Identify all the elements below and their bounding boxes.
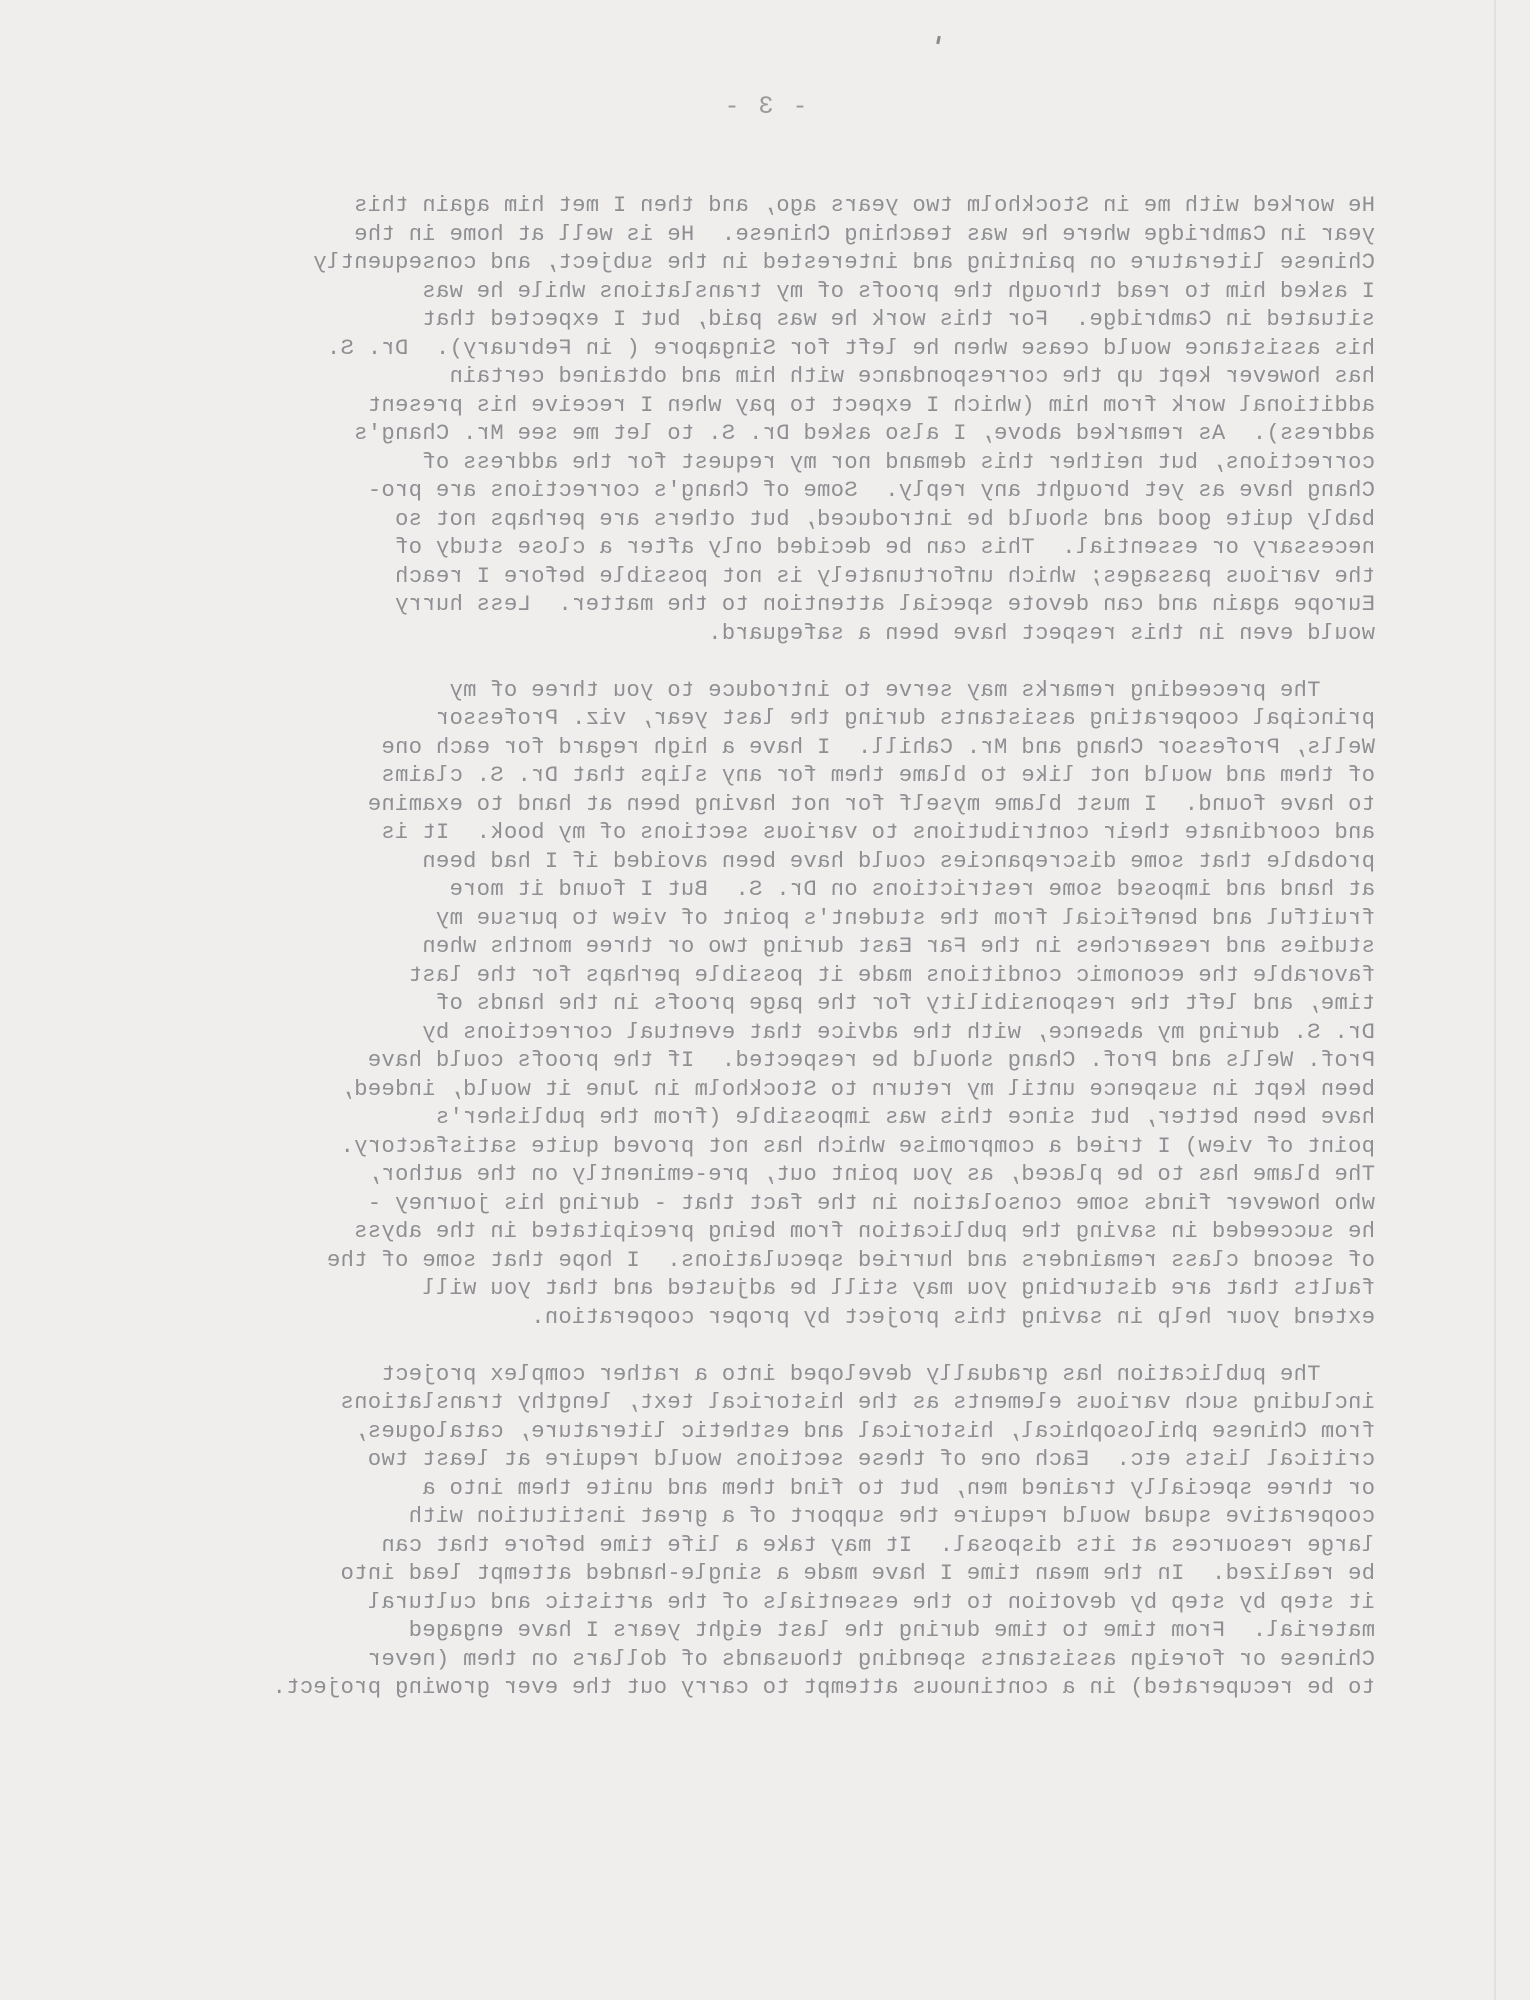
- text-line: including such various elements as the historical text, lengthy translations: [340, 1390, 1375, 1415]
- text-line: Prof. Wells and Prof. Chang should be respected. If the proofs could have: [367, 1048, 1375, 1073]
- text-line: extend your help in saving this project by proper cooperation.: [530, 1304, 1375, 1330]
- text-line: cooperative squad would require the support of a great institution with: [408, 1504, 1375, 1529]
- text-line: been kept in suspence until my return to Stockholm in June it would, indeed,: [340, 1076, 1375, 1102]
- text-line: The publication has gradually developed into a rather complex project: [381, 1361, 1375, 1387]
- text-line: The preceeding remarks may serve to introduce to you three of my: [449, 677, 1375, 703]
- text-line: the various passages; which unfortunately is not possible before I reach: [394, 563, 1375, 589]
- paragraph-1: [75, 192, 1375, 648]
- text-line: additional work from him (which I expect to pay when I receive his present: [367, 392, 1375, 418]
- text-line: has however kept up the correspondance with him and obtained certain: [449, 364, 1375, 389]
- text-line: time, and left the responsibility for the page proofs in the hands of: [435, 991, 1375, 1016]
- text-line: who however finds some consolation in the fact that - during his journey -: [367, 1190, 1375, 1216]
- text-line: critical lists etc. Each one of these sections would require at least two: [367, 1447, 1375, 1472]
- text-line: necessary or essential. This can be decided only after a close study of: [394, 535, 1375, 560]
- text-line: address). As remarked above, I also asked Dr. S. to let me see Mr. Chang's: [353, 421, 1375, 446]
- text-line: The blame has to be placed, as you point out, pre-eminently on the author,: [367, 1162, 1375, 1187]
- text-line: or three specially trained men, but to find them and unite them into a: [421, 1475, 1375, 1501]
- text-line: it step by step by devotion to the essentials of the artistic and cultural: [367, 1589, 1375, 1615]
- text-line: Chinese or foreign assistants spending thousands of dollars on them (never: [367, 1646, 1375, 1672]
- text-line: probable that some discrepancies could have been avoided if I had been: [421, 848, 1375, 874]
- text-line: he succeeded in saving the publication from being precipitated in the abyss: [353, 1219, 1375, 1244]
- text-line: Wells, Professor Chang and Mr. Cahill. I have a high regard for each one: [381, 734, 1375, 760]
- text-line: fruitful and beneficial from the student's point of view to pursue my: [435, 905, 1375, 931]
- text-line: favorable the economic conditions made it possible perhaps for the last: [408, 962, 1375, 988]
- text-line: situated in Cambridge. For this work he was paid, but I expected that: [421, 307, 1375, 332]
- paragraph-2: [75, 677, 1375, 1333]
- text-line: would even in this respect have been a safeguard.: [707, 620, 1375, 646]
- text-line: bably quite good and should be introduced, but others are perhaps not so: [394, 506, 1375, 532]
- text-line: his assistance would cease when he left for Singapore ( in February). Dr. S.: [326, 335, 1375, 361]
- text-line: corrections, but neither this demand nor my request for the address of: [421, 449, 1375, 475]
- text-line: point of view) I tried a compromise which has not proved quite satisfactory.: [340, 1133, 1375, 1159]
- text-line: studies and researches in the Far East during two or three months when: [421, 934, 1375, 959]
- text-line: Europe again and can devote special attention to the matter. Less hurry: [394, 592, 1375, 617]
- text-line: principal cooperating assistants during the last year, viz. Professor: [435, 706, 1375, 731]
- text-line: at hand and imposed some restrictions on Dr. S. But I found it more: [449, 877, 1375, 902]
- text-line: Chinese literature on painting and interested in the subject, and consequently: [313, 250, 1375, 275]
- text-line: material. From time to time during the last eight years I have engaged: [408, 1618, 1375, 1643]
- text-line: Chang have as yet brought any reply. Some of Chang's corrections are pro-: [367, 478, 1375, 503]
- text-line: of second class remainders and hurried speculations. I hope that some of the: [326, 1247, 1375, 1273]
- text-line: of them and would not like to blame them for any slips that Dr. S. claims: [381, 763, 1375, 788]
- text-line: to be recuperated) in a continuous attempt to carry out the ever growing project.: [272, 1675, 1375, 1700]
- text-line: and coordinate their contributions to various sections of my book. It is: [381, 820, 1375, 845]
- text-line: have been better, but since this was impossible (from the publisher's: [435, 1105, 1375, 1130]
- paragraph-3: [75, 1361, 1375, 1703]
- text-line: large resources at its disposal. It may take a life time before that can: [381, 1532, 1375, 1558]
- letter-body: [75, 192, 1375, 1731]
- text-line: Dr. S. during my absence, with the advice that eventual corrections by: [421, 1019, 1375, 1045]
- text-line: be realized. In the mean time I have made a single-handed attempt lead into: [340, 1561, 1375, 1586]
- page-number: - 3 -: [722, 92, 808, 121]
- text-line: He worked with me in Stockholm two years ago, and then I met him again this: [353, 193, 1375, 218]
- text-line: from Chinese philosophical, historical and esthetic literature, catalogues,: [353, 1418, 1375, 1444]
- text-line: year in Cambridge where he was teaching Chinese. He is well at home in the: [353, 221, 1375, 247]
- text-line: to have found. I must blame myself for not having been at hand to examine: [367, 791, 1375, 817]
- text-line: faults that are disturbing you may still be adjusted and that you will: [421, 1276, 1375, 1301]
- text-line: I asked him to read through the proofs of my translations while he was: [421, 278, 1375, 304]
